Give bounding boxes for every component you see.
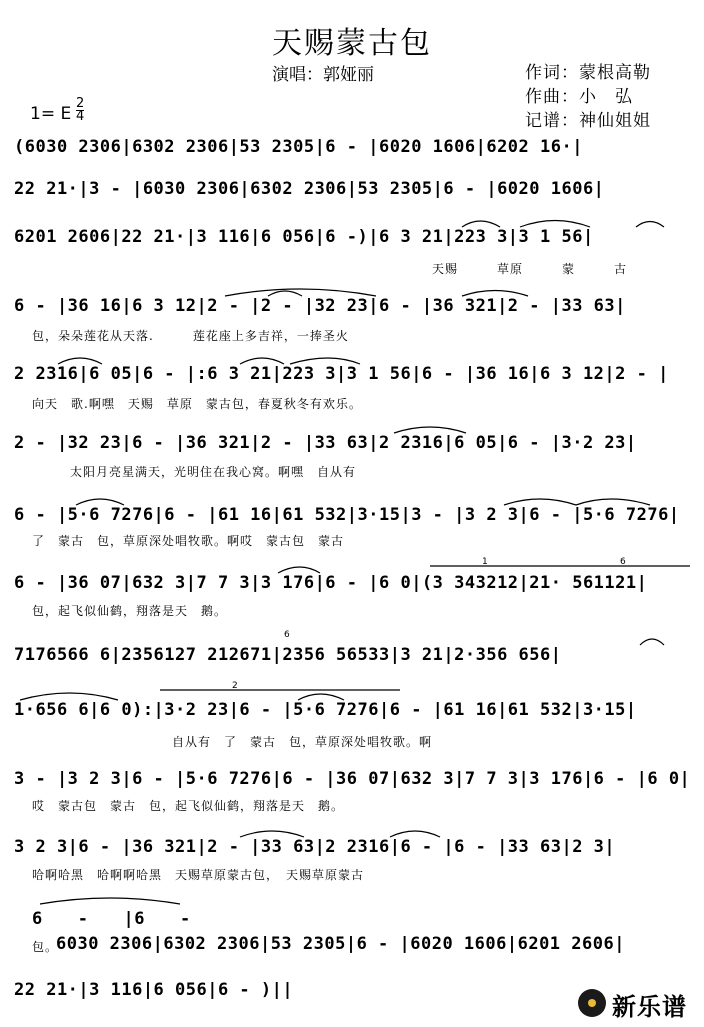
- lyrics-row-3: 天赐 草原 蒙 古: [432, 262, 628, 276]
- slur: [40, 898, 180, 904]
- notation-row-10: 1·656 6|6 0):|3·2 23|6 - |5·6 7276|6 - |61 16|61 532|3·15|: [14, 700, 637, 720]
- tuplet-number: 6: [620, 557, 626, 567]
- slur: [576, 499, 650, 505]
- lyrics-row-6: 太阳月亮星满天，光明住在我心窝。啊嘿 自从有: [70, 465, 357, 479]
- slur: [636, 222, 664, 228]
- lyrics-row-5: 向天 歌.啊嘿 天赐 草原 蒙古包，春夏秋冬有欢乐。: [32, 397, 362, 411]
- slur: [240, 358, 284, 364]
- lyricist-credit: 作词：蒙根高勒: [525, 63, 651, 83]
- lyrics-row-12: 哈啊哈黑 哈啊啊哈黑 天赐草原蒙古包， 天赐草原蒙古: [32, 868, 365, 882]
- singer-credit: 演唱：郭娅丽: [272, 65, 374, 85]
- slur: [462, 291, 528, 297]
- slur: [640, 639, 664, 645]
- time-signature-bottom: 4: [76, 109, 85, 124]
- notation-row-2: 22 21·|3 - |6030 2306|6302 2306|53 2305|6 - |6020 1606|: [14, 179, 605, 199]
- slur: [298, 694, 344, 700]
- slur: [504, 499, 576, 505]
- page-title: 天赐蒙古包: [272, 26, 432, 61]
- slur: [290, 358, 360, 364]
- time-signature-top: 2: [76, 96, 85, 111]
- tuplet-number: 6: [284, 630, 290, 640]
- lyrics-row-7: 了 蒙古 包，草原深处唱牧歌。啊哎 蒙古包 蒙古: [32, 534, 345, 548]
- slur: [520, 221, 590, 228]
- notation-row-11: 3 - |3 2 3|6 - |5·6 7276|6 - |36 07|632 3|7 7 3|3 176|6 - |6 0|: [14, 769, 691, 789]
- lyrics-row-8: 包，起飞似仙鹤，翔落是天 鹅。: [32, 604, 228, 618]
- volta-number: 2: [232, 681, 238, 691]
- notation-row-3: 6201 2606|22 21·|3 116|6 056|6 -)|6 3 21|223 3|3 1 56|: [14, 227, 594, 247]
- slur: [240, 831, 304, 837]
- site-logo: [572, 985, 700, 1021]
- transcriber-credit: 记谱：神仙姐姐: [525, 111, 651, 131]
- lyrics-row-4: 包，朵朵莲花从天落. 莲花座上多吉祥，一捧圣火: [32, 329, 349, 343]
- lyrics-row-14: 包。: [32, 940, 59, 954]
- slur: [268, 291, 302, 296]
- slur: [76, 499, 124, 505]
- lyrics-row-10: 自从有 了 蒙古 包，草原深处唱牧歌。啊: [172, 735, 433, 749]
- slur: [278, 567, 320, 573]
- volta-number: 1: [482, 557, 488, 567]
- slur: [390, 831, 440, 837]
- lyrics-row-11: 哎 蒙古包 蒙古 包，起飞似仙鹤，翔落是天 鹅。: [32, 799, 345, 813]
- notation-row-12: 3 2 3|6 - |36 321|2 - |33 63|2 2316|6 - |6 - |33 63|2 3|: [14, 837, 616, 857]
- notation-row-7: 6 - |5·6 7276|6 - |61 16|61 532|3·15|3 - |3 2 3|6 - |5·6 7276|: [14, 505, 680, 525]
- notation-row-8: 6 - |36 07|632 3|7 7 3|3 176|6 - |6 0|(3 343212|21· 561121|: [14, 573, 648, 593]
- key-signature: 1= E: [30, 104, 72, 124]
- music-disc-icon: [578, 989, 606, 1017]
- notation-row-9: 7176566 6|2356127 212671|2356 56533|3 21|2·356 656|: [14, 645, 562, 665]
- notation-row-14: 6030 2306|6302 2306|53 2305|6 - |6020 1606|6201 2606|: [56, 934, 625, 954]
- slur: [58, 358, 102, 364]
- slur: [394, 427, 466, 433]
- notation-row-1: (6030 2306|6302 2306|53 2305|6 - |6020 1606|6202 16·|: [14, 137, 583, 157]
- slur: [462, 221, 500, 227]
- logo-text: 新乐谱: [612, 993, 687, 1021]
- notation-row-5: 2 2316|6 05|6 - |:6 3 21|223 3|3 1 56|6 - |36 16|6 3 12|2 - |: [14, 364, 669, 384]
- slur: [20, 693, 118, 700]
- notation-row-13: 6 - |6 -: [32, 909, 191, 929]
- notation-row-4: 6 - |36 16|6 3 12|2 - |2 - |32 23|6 - |36 321|2 - |33 63|: [14, 296, 626, 316]
- notation-row-6: 2 - |32 23|6 - |36 321|2 - |33 63|2 2316|6 05|6 - |3·2 23|: [14, 433, 637, 453]
- composer-credit: 作曲：小 弘: [525, 87, 633, 107]
- notation-row-15: 22 21·|3 116|6 056|6 - )||: [14, 980, 294, 1000]
